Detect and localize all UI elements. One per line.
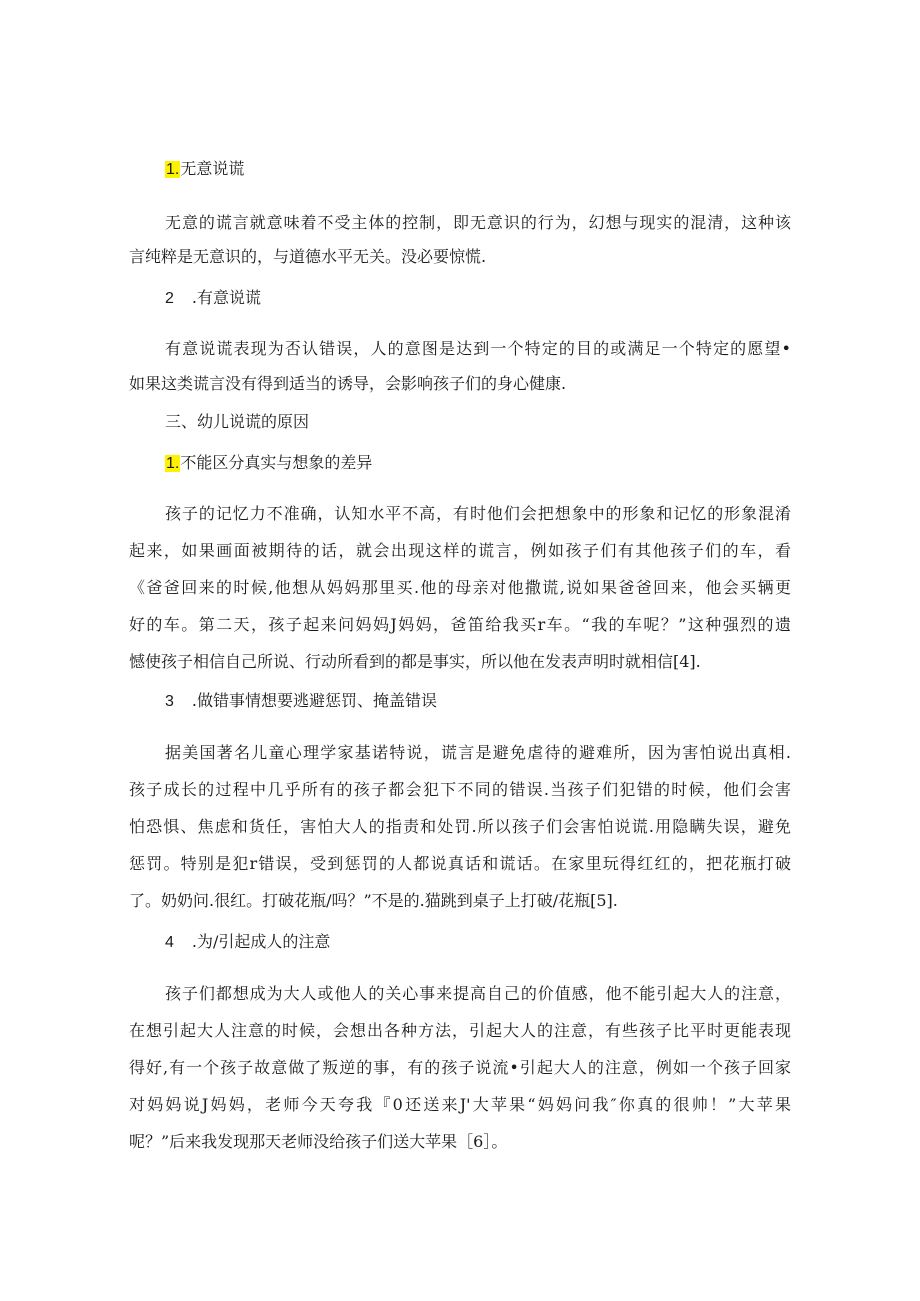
paragraph-line: 了。奶奶问.很红。打破花瓶/吗？”不是的.猫跳到桌子上打破/花瓶[5].: [129, 891, 618, 910]
paragraph-line: 起来，如果画面被期待的话，就会出现这样的谎言，例如孩子们有其他孩子们的车，看: [129, 541, 791, 560]
heading-avoid-punishment: [165, 690, 437, 713]
section-heading-causes: [165, 411, 309, 433]
heading-number: 1.: [166, 455, 180, 472]
paragraph-line: 得好,有一个孩子故意做了叛逆的事，有的孩子说流•引起大人的注意，例如一个孩子回家: [129, 1058, 791, 1077]
paragraph-line: 孩子们都想成为大人或他人的关心事来提高自己的价值感，他不能引起大人的注意，: [165, 984, 791, 1003]
heading-title: 不能区分真实与想象的差异: [180, 453, 373, 472]
heading-reality-vs-imagination: [165, 452, 372, 475]
heading-title: .有意说谎: [191, 288, 261, 307]
paragraph-line: 惩罚。特别是犯r错误，受到惩罚的人都说真话和谎话。在家里玩得红红的，把花瓶打破: [129, 854, 791, 873]
heading-attract-attention: [165, 931, 330, 954]
paragraph-line: 憾使孩子相信自己所说、行动所看到的都是事实，所以他在发表声明时就相信[4].: [129, 652, 701, 671]
paragraph-line: 《爸爸回来的时候,他想从妈妈那里买.他的母亲对他撒谎,说如果爸爸回来，他会买辆更: [129, 578, 791, 597]
paragraph-line: 怕恐惧、焦虑和货任，害怕大人的指责和处罚.所以孩子们会害怕说谎.用隐瞒失误，避免: [129, 817, 791, 836]
heading-number: 1.: [166, 161, 180, 178]
paragraph-line: 无意的谎言就意味着不受主体的控制，即无意识的行为，幻想与现实的混清，这种该: [165, 213, 791, 232]
heading-number: 2: [165, 290, 174, 307]
paragraph-line: 在想引起大人注意的时候，会想出各种方法，引起大人的注意，有些孩子比平时更能表现: [129, 1021, 791, 1040]
heading-unintentional-lying: [165, 158, 244, 181]
paragraph-line: 对妈妈说J妈妈，老师今天夸我『0还送来J'大苹果“妈妈问我″你真的很帅！”大苹果: [129, 1095, 791, 1114]
paragraph-line: 据美国著名儿童心理学家基诺特说，谎言是避免虐待的避难所，因为害怕说出真相.: [165, 743, 791, 762]
paragraph-line: 好的车。第二天，孩子起来问妈妈J妈妈，爸笛给我买r车。“我的车呢？”这种强烈的遗: [129, 615, 791, 634]
paragraph-line: 如果这类谎言没有得到适当的诱导，会影响孩子们的身心健康.: [129, 374, 567, 393]
heading-title: .为/引起成人的注意: [191, 932, 331, 951]
section-title: 三、幼儿说谎的原因: [165, 412, 310, 431]
paragraph-line: 孩子的记忆力不准确，认知水平不高，有时他们会把想象中的形象和记忆的形象混淆: [165, 504, 791, 523]
heading-intentional-lying: [165, 287, 261, 310]
paragraph-line: 有意说谎表现为否认错误，人的意图是达到一个特定的目的或满足一个特定的愿望•: [165, 339, 791, 358]
heading-title: .做错事情想要逃避惩罚、掩盖错误: [191, 691, 437, 710]
heading-title: 无意说谎: [180, 159, 245, 178]
paragraph-line: 孩子成长的过程中几乎所有的孩子都会犯下不同的错误.当孩子们犯错的时候，他们会害: [129, 780, 791, 799]
heading-number: 4: [165, 934, 174, 951]
paragraph-line: 言纯粹是无意识的，与道德水平无关。没必要惊慌.: [129, 247, 487, 266]
paragraph-line: 呢？”后来我发现那天老师没给孩子们送大苹果［6］。: [129, 1132, 508, 1151]
heading-number: 3: [165, 693, 174, 710]
